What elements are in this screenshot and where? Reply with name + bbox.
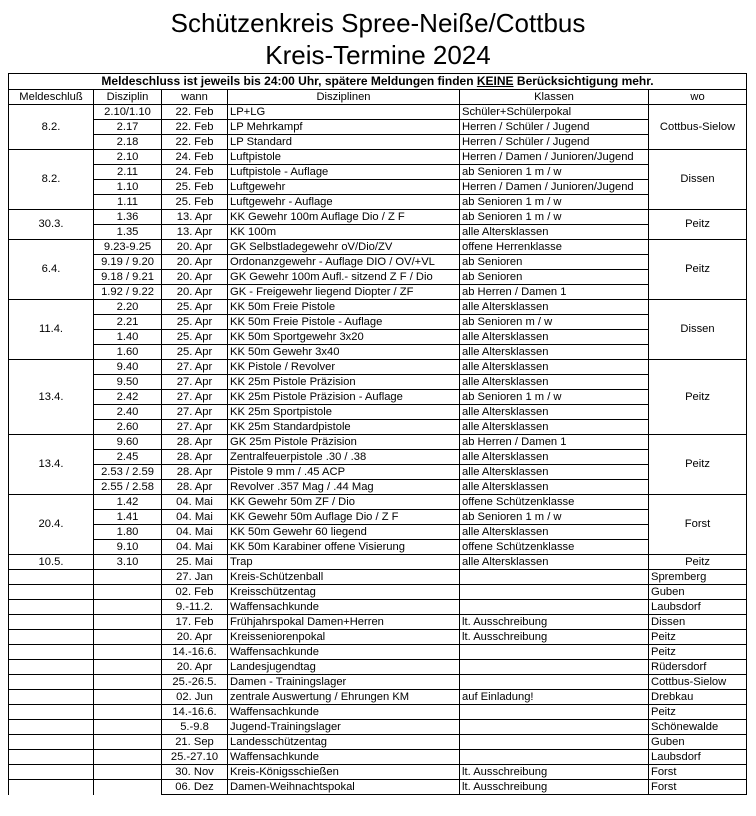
klassen-cell	[460, 735, 649, 750]
empty-meldeschluss-cell	[9, 600, 94, 615]
event-row	[9, 585, 747, 600]
wann-cell: 13. Apr	[162, 225, 228, 240]
wann-cell: 02. Feb	[162, 585, 228, 600]
location-cell: Peitz	[649, 705, 747, 720]
wann-cell: 25. Mai	[162, 555, 228, 570]
empty-disziplin-cell	[94, 630, 162, 645]
discipline-name-cell: KK 50m Freie Pistole - Auflage	[228, 315, 460, 330]
event-row	[9, 765, 747, 780]
discipline-name-cell: LP Mehrkampf	[228, 120, 460, 135]
wann-cell: 20. Apr	[162, 630, 228, 645]
meldeschluss-cell: 6.4.	[9, 240, 94, 300]
table-row	[9, 135, 747, 150]
discipline-name-cell: KK 50m Sportgewehr 3x20	[228, 330, 460, 345]
klassen-cell	[460, 675, 649, 690]
event-name-cell: Damen-Weihnachtspokal	[228, 780, 460, 795]
event-row	[9, 660, 747, 675]
discipline-name-cell: KK 50m Gewehr 3x40	[228, 345, 460, 360]
disziplin-cell: 9.23-9.25	[94, 240, 162, 255]
empty-disziplin-cell	[94, 675, 162, 690]
klassen-cell	[460, 720, 649, 735]
wann-cell: 04. Mai	[162, 510, 228, 525]
klassen-cell: lt. Ausschreibung	[460, 765, 649, 780]
meldeschluss-cell: 11.4.	[9, 300, 94, 360]
discipline-name-cell: KK 100m	[228, 225, 460, 240]
disziplin-cell: 2.45	[94, 450, 162, 465]
header-disziplin: Disziplin	[94, 90, 162, 105]
location-cell: Peitz	[649, 240, 747, 300]
wann-cell: 24. Feb	[162, 150, 228, 165]
location-cell: Laubsdorf	[649, 600, 747, 615]
wann-cell: 20. Apr	[162, 255, 228, 270]
location-cell: Peitz	[649, 630, 747, 645]
event-name-cell: zentrale Auswertung / Ehrungen KM	[228, 690, 460, 705]
discipline-name-cell: Revolver .357 Mag / .44 Mag	[228, 480, 460, 495]
discipline-name-cell: KK Gewehr 50m Auflage Dio / Z F	[228, 510, 460, 525]
klassen-cell: alle Altersklassen	[460, 330, 649, 345]
deadline-notice	[9, 74, 747, 90]
disziplin-cell: 1.10	[94, 180, 162, 195]
deadline-notice-tail: Berücksichtigung mehr.	[513, 74, 654, 88]
discipline-name-cell: Luftpistole - Auflage	[228, 165, 460, 180]
table-row	[9, 375, 747, 390]
discipline-name-cell: LP+LG	[228, 105, 460, 120]
event-name-cell: Landesjugendtag	[228, 660, 460, 675]
location-cell: Forst	[649, 495, 747, 555]
wann-cell: 27. Apr	[162, 360, 228, 375]
wann-cell: 27. Apr	[162, 390, 228, 405]
empty-disziplin-cell	[94, 705, 162, 720]
disziplin-cell: 9.50	[94, 375, 162, 390]
disziplin-cell: 9.10	[94, 540, 162, 555]
table-row	[9, 225, 747, 240]
wann-cell: 25. Feb	[162, 195, 228, 210]
table-row	[9, 555, 747, 570]
location-cell: Drebkau	[649, 690, 747, 705]
klassen-cell	[460, 660, 649, 675]
wann-cell: 22. Feb	[162, 120, 228, 135]
klassen-cell: alle Altersklassen	[460, 555, 649, 570]
table-row	[9, 270, 747, 285]
event-name-cell: Waffensachkunde	[228, 645, 460, 660]
empty-disziplin-cell	[94, 735, 162, 750]
discipline-name-cell: KK 25m Standardpistole	[228, 420, 460, 435]
event-row	[9, 645, 747, 660]
location-cell: Guben	[649, 585, 747, 600]
table-row	[9, 285, 747, 300]
event-row	[9, 705, 747, 720]
event-row	[9, 735, 747, 750]
empty-disziplin-cell	[94, 585, 162, 600]
klassen-cell: ab Senioren 1 m / w	[460, 165, 649, 180]
wann-cell: 25. Apr	[162, 330, 228, 345]
discipline-name-cell: KK 25m Sportpistole	[228, 405, 460, 420]
disziplin-cell: 1.92 / 9.22	[94, 285, 162, 300]
header-row	[9, 90, 747, 105]
discipline-name-cell: Luftgewehr - Auflage	[228, 195, 460, 210]
empty-meldeschluss-cell	[9, 615, 94, 630]
table-row	[9, 240, 747, 255]
empty-disziplin-cell	[94, 750, 162, 765]
location-cell: Peitz	[649, 555, 747, 570]
discipline-name-cell: Zentralfeuerpistole .30 / .38	[228, 450, 460, 465]
table-row	[9, 435, 747, 450]
discipline-name-cell: KK 25m Pistole Präzision	[228, 375, 460, 390]
empty-meldeschluss-cell	[9, 675, 94, 690]
wann-cell: 21. Sep	[162, 735, 228, 750]
discipline-name-cell: Luftgewehr	[228, 180, 460, 195]
location-cell: Cottbus-Sielow	[649, 675, 747, 690]
disziplin-cell: 9.18 / 9.21	[94, 270, 162, 285]
discipline-name-cell: KK 50m Gewehr 60 liegend	[228, 525, 460, 540]
table-row	[9, 255, 747, 270]
table-row	[9, 525, 747, 540]
klassen-cell: ab Senioren 1 m / w	[460, 390, 649, 405]
klassen-cell: offene Schützenklasse	[460, 540, 649, 555]
empty-meldeschluss-cell	[9, 585, 94, 600]
table-row	[9, 360, 747, 375]
discipline-name-cell: GK 25m Pistole Präzision	[228, 435, 460, 450]
table-row	[9, 300, 747, 315]
empty-meldeschluss-cell	[9, 630, 94, 645]
table-row	[9, 120, 747, 135]
table-row	[9, 510, 747, 525]
empty-disziplin-cell	[94, 765, 162, 780]
klassen-cell	[460, 750, 649, 765]
table-row	[9, 420, 747, 435]
event-row	[9, 690, 747, 705]
location-cell: Guben	[649, 735, 747, 750]
location-cell: Peitz	[649, 360, 747, 435]
wann-cell: 27. Jan	[162, 570, 228, 585]
klassen-cell: lt. Ausschreibung	[460, 780, 649, 795]
klassen-cell	[460, 600, 649, 615]
empty-meldeschluss-cell	[9, 765, 94, 780]
disziplin-cell: 1.36	[94, 210, 162, 225]
discipline-name-cell: KK 50m Karabiner offene Visierung	[228, 540, 460, 555]
location-cell: Laubsdorf	[649, 750, 747, 765]
deadline-notice-text: Meldeschluss ist jeweils bis 24:00 Uhr, spätere Meldungen finden	[101, 74, 477, 88]
empty-disziplin-cell	[94, 660, 162, 675]
location-cell: Cottbus-Sielow	[649, 105, 747, 150]
klassen-cell: Herren / Schüler / Jugend	[460, 120, 649, 135]
disziplin-cell: 2.18	[94, 135, 162, 150]
wann-cell: 14.-16.6.	[162, 645, 228, 660]
location-cell: Schönewalde	[649, 720, 747, 735]
location-cell: Dissen	[649, 300, 747, 360]
empty-disziplin-cell	[94, 690, 162, 705]
empty-meldeschluss-cell	[9, 735, 94, 750]
discipline-name-cell: KK 50m Freie Pistole	[228, 300, 460, 315]
location-cell: Dissen	[649, 150, 747, 210]
schedule-table	[8, 73, 747, 795]
wann-cell: 9.-11.2.	[162, 600, 228, 615]
disziplin-cell: 1.60	[94, 345, 162, 360]
klassen-cell: alle Altersklassen	[460, 525, 649, 540]
wann-cell: 20. Apr	[162, 285, 228, 300]
disziplin-cell: 1.80	[94, 525, 162, 540]
table-row	[9, 480, 747, 495]
empty-meldeschluss-cell	[9, 660, 94, 675]
klassen-cell: Herren / Schüler / Jugend	[460, 135, 649, 150]
klassen-cell: Herren / Damen / Junioren/Jugend	[460, 180, 649, 195]
event-row	[9, 720, 747, 735]
klassen-cell: alle Altersklassen	[460, 375, 649, 390]
disziplin-cell: 1.41	[94, 510, 162, 525]
klassen-cell: lt. Ausschreibung	[460, 630, 649, 645]
disziplin-cell: 2.40	[94, 405, 162, 420]
klassen-cell: ab Herren / Damen 1	[460, 285, 649, 300]
empty-disziplin-cell	[94, 570, 162, 585]
discipline-name-cell: Ordonanzgewehr - Auflage DIO / OV/+VL	[228, 255, 460, 270]
table-row	[9, 345, 747, 360]
header-wo: wo	[649, 90, 747, 105]
table-row	[9, 495, 747, 510]
disziplin-cell: 2.42	[94, 390, 162, 405]
disziplin-cell: 1.42	[94, 495, 162, 510]
klassen-cell	[460, 645, 649, 660]
event-name-cell: Waffensachkunde	[228, 750, 460, 765]
wann-cell: 04. Mai	[162, 495, 228, 510]
klassen-cell: alle Altersklassen	[460, 450, 649, 465]
wann-cell: 17. Feb	[162, 615, 228, 630]
klassen-cell: ab Senioren 1 m / w	[460, 210, 649, 225]
wann-cell: 14.-16.6.	[162, 705, 228, 720]
klassen-cell: alle Altersklassen	[460, 465, 649, 480]
disziplin-cell: 2.17	[94, 120, 162, 135]
schedule-body	[9, 105, 747, 795]
disziplin-cell: 2.11	[94, 165, 162, 180]
wann-cell: 28. Apr	[162, 465, 228, 480]
wann-cell: 25. Apr	[162, 300, 228, 315]
event-row	[9, 675, 747, 690]
discipline-name-cell: GK - Freigewehr liegend Diopter / ZF	[228, 285, 460, 300]
klassen-cell: ab Senioren 1 m / w	[460, 510, 649, 525]
empty-disziplin-cell	[94, 615, 162, 630]
wann-cell: 20. Apr	[162, 660, 228, 675]
discipline-name-cell: Luftpistole	[228, 150, 460, 165]
discipline-name-cell: KK Gewehr 50m ZF / Dio	[228, 495, 460, 510]
location-cell: Peitz	[649, 435, 747, 495]
empty-disziplin-cell	[94, 720, 162, 735]
empty-meldeschluss-cell	[9, 570, 94, 585]
wann-cell: 28. Apr	[162, 450, 228, 465]
wann-cell: 25. Apr	[162, 345, 228, 360]
klassen-cell	[460, 570, 649, 585]
empty-meldeschluss-cell	[9, 750, 94, 765]
empty-meldeschluss-cell	[9, 720, 94, 735]
klassen-cell: alle Altersklassen	[460, 300, 649, 315]
header-klassen: Klassen	[460, 90, 649, 105]
empty-disziplin-cell	[94, 780, 162, 795]
event-row	[9, 630, 747, 645]
discipline-name-cell: Trap	[228, 555, 460, 570]
wann-cell: 30. Nov	[162, 765, 228, 780]
disziplin-cell: 2.10	[94, 150, 162, 165]
wann-cell: 22. Feb	[162, 135, 228, 150]
table-row	[9, 210, 747, 225]
disziplin-cell: 2.10/1.10	[94, 105, 162, 120]
header-wann: wann	[162, 90, 228, 105]
discipline-name-cell: KK 25m Pistole Präzision - Auflage	[228, 390, 460, 405]
empty-meldeschluss-cell	[9, 690, 94, 705]
disziplin-cell: 2.55 / 2.58	[94, 480, 162, 495]
klassen-cell: offene Schützenklasse	[460, 495, 649, 510]
location-cell: Rüdersdorf	[649, 660, 747, 675]
event-name-cell: Kreisschützentag	[228, 585, 460, 600]
disziplin-cell: 2.60	[94, 420, 162, 435]
wann-cell: 04. Mai	[162, 525, 228, 540]
klassen-cell: lt. Ausschreibung	[460, 615, 649, 630]
empty-meldeschluss-cell	[9, 705, 94, 720]
meldeschluss-cell: 13.4.	[9, 435, 94, 495]
header-meldeschluss: Meldeschluß	[9, 90, 94, 105]
klassen-cell: alle Altersklassen	[460, 405, 649, 420]
meldeschluss-cell: 30.3.	[9, 210, 94, 240]
table-row	[9, 390, 747, 405]
event-name-cell: Kreis-Königsschießen	[228, 765, 460, 780]
discipline-name-cell: LP Standard	[228, 135, 460, 150]
wann-cell: 02. Jun	[162, 690, 228, 705]
event-name-cell: Damen - Trainingslager	[228, 675, 460, 690]
location-cell: Spremberg	[649, 570, 747, 585]
discipline-name-cell: KK Pistole / Revolver	[228, 360, 460, 375]
wann-cell: 25. Apr	[162, 315, 228, 330]
location-cell: Peitz	[649, 645, 747, 660]
event-name-cell: Landesschützentag	[228, 735, 460, 750]
event-name-cell: Kreisseniorenpokal	[228, 630, 460, 645]
event-name-cell: Kreis-Schützenball	[228, 570, 460, 585]
meldeschluss-cell: 8.2.	[9, 150, 94, 210]
table-row	[9, 405, 747, 420]
klassen-cell: alle Altersklassen	[460, 360, 649, 375]
meldeschluss-cell: 13.4.	[9, 360, 94, 435]
klassen-cell: alle Altersklassen	[460, 420, 649, 435]
empty-disziplin-cell	[94, 645, 162, 660]
table-row	[9, 330, 747, 345]
empty-meldeschluss-cell	[9, 645, 94, 660]
wann-cell: 06. Dez	[162, 780, 228, 795]
wann-cell: 27. Apr	[162, 375, 228, 390]
wann-cell: 20. Apr	[162, 270, 228, 285]
header-disziplinen: Disziplinen	[228, 90, 460, 105]
event-name-cell: Waffensachkunde	[228, 705, 460, 720]
klassen-cell: alle Altersklassen	[460, 480, 649, 495]
klassen-cell	[460, 585, 649, 600]
klassen-cell: Herren / Damen / Junioren/Jugend	[460, 150, 649, 165]
disziplin-cell: 1.11	[94, 195, 162, 210]
disziplin-cell: 3.10	[94, 555, 162, 570]
klassen-cell: ab Senioren	[460, 270, 649, 285]
event-name-cell: Frühjahrspokal Damen+Herren	[228, 615, 460, 630]
table-row	[9, 180, 747, 195]
klassen-cell: alle Altersklassen	[460, 345, 649, 360]
page-subtitle: Kreis-Termine 2024	[265, 40, 491, 70]
discipline-name-cell: Pistole 9 mm / .45 ACP	[228, 465, 460, 480]
table-row	[9, 450, 747, 465]
empty-meldeschluss-cell	[9, 780, 94, 795]
wann-cell: 28. Apr	[162, 480, 228, 495]
meldeschluss-cell: 20.4.	[9, 495, 94, 555]
disziplin-cell: 9.40	[94, 360, 162, 375]
wann-cell: 20. Apr	[162, 240, 228, 255]
location-cell: Forst	[649, 765, 747, 780]
klassen-cell: auf Einladung!	[460, 690, 649, 705]
klassen-cell: offene Herrenklasse	[460, 240, 649, 255]
event-row	[9, 780, 747, 795]
table-row	[9, 540, 747, 555]
event-name-cell: Waffensachkunde	[228, 600, 460, 615]
wann-cell: 27. Apr	[162, 420, 228, 435]
event-row	[9, 615, 747, 630]
page-title: Schützenkreis Spree-Neiße/Cottbus	[170, 8, 586, 38]
wann-cell: 13. Apr	[162, 210, 228, 225]
disziplin-cell: 1.40	[94, 330, 162, 345]
disziplin-cell: 1.35	[94, 225, 162, 240]
disziplin-cell: 9.60	[94, 435, 162, 450]
wann-cell: 27. Apr	[162, 405, 228, 420]
wann-cell: 25. Feb	[162, 180, 228, 195]
wann-cell: 04. Mai	[162, 540, 228, 555]
discipline-name-cell: KK Gewehr 100m Auflage Dio / Z F	[228, 210, 460, 225]
table-row	[9, 150, 747, 165]
meldeschluss-cell: 10.5.	[9, 555, 94, 570]
location-cell: Dissen	[649, 615, 747, 630]
event-row	[9, 600, 747, 615]
klassen-cell: ab Senioren	[460, 255, 649, 270]
table-row	[9, 315, 747, 330]
table-row	[9, 195, 747, 210]
discipline-name-cell: GK Gewehr 100m Aufl.- sitzend Z F / Dio	[228, 270, 460, 285]
klassen-cell: Schüler+Schülerpokal	[460, 105, 649, 120]
disziplin-cell: 2.21	[94, 315, 162, 330]
wann-cell: 25.-27.10	[162, 750, 228, 765]
meldeschluss-cell: 8.2.	[9, 105, 94, 150]
wann-cell: 22. Feb	[162, 105, 228, 120]
event-row	[9, 570, 747, 585]
klassen-cell	[460, 705, 649, 720]
empty-disziplin-cell	[94, 600, 162, 615]
discipline-name-cell: GK Selbstladegewehr oV/Dio/ZV	[228, 240, 460, 255]
disziplin-cell: 9.19 / 9.20	[94, 255, 162, 270]
table-row	[9, 465, 747, 480]
table-row	[9, 165, 747, 180]
location-cell: Peitz	[649, 210, 747, 240]
location-cell: Forst	[649, 780, 747, 795]
event-name-cell: Jugend-Trainingslager	[228, 720, 460, 735]
wann-cell: 24. Feb	[162, 165, 228, 180]
table-row	[9, 105, 747, 120]
klassen-cell: ab Herren / Damen 1	[460, 435, 649, 450]
klassen-cell: alle Altersklassen	[460, 225, 649, 240]
klassen-cell: ab Senioren 1 m / w	[460, 195, 649, 210]
wann-cell: 28. Apr	[162, 435, 228, 450]
disziplin-cell: 2.53 / 2.59	[94, 465, 162, 480]
klassen-cell: ab Senioren m / w	[460, 315, 649, 330]
deadline-notice-emphasis: KEINE	[476, 74, 514, 88]
wann-cell: 25.-26.5.	[162, 675, 228, 690]
wann-cell: 5.-9.8	[162, 720, 228, 735]
disziplin-cell: 2.20	[94, 300, 162, 315]
event-row	[9, 750, 747, 765]
